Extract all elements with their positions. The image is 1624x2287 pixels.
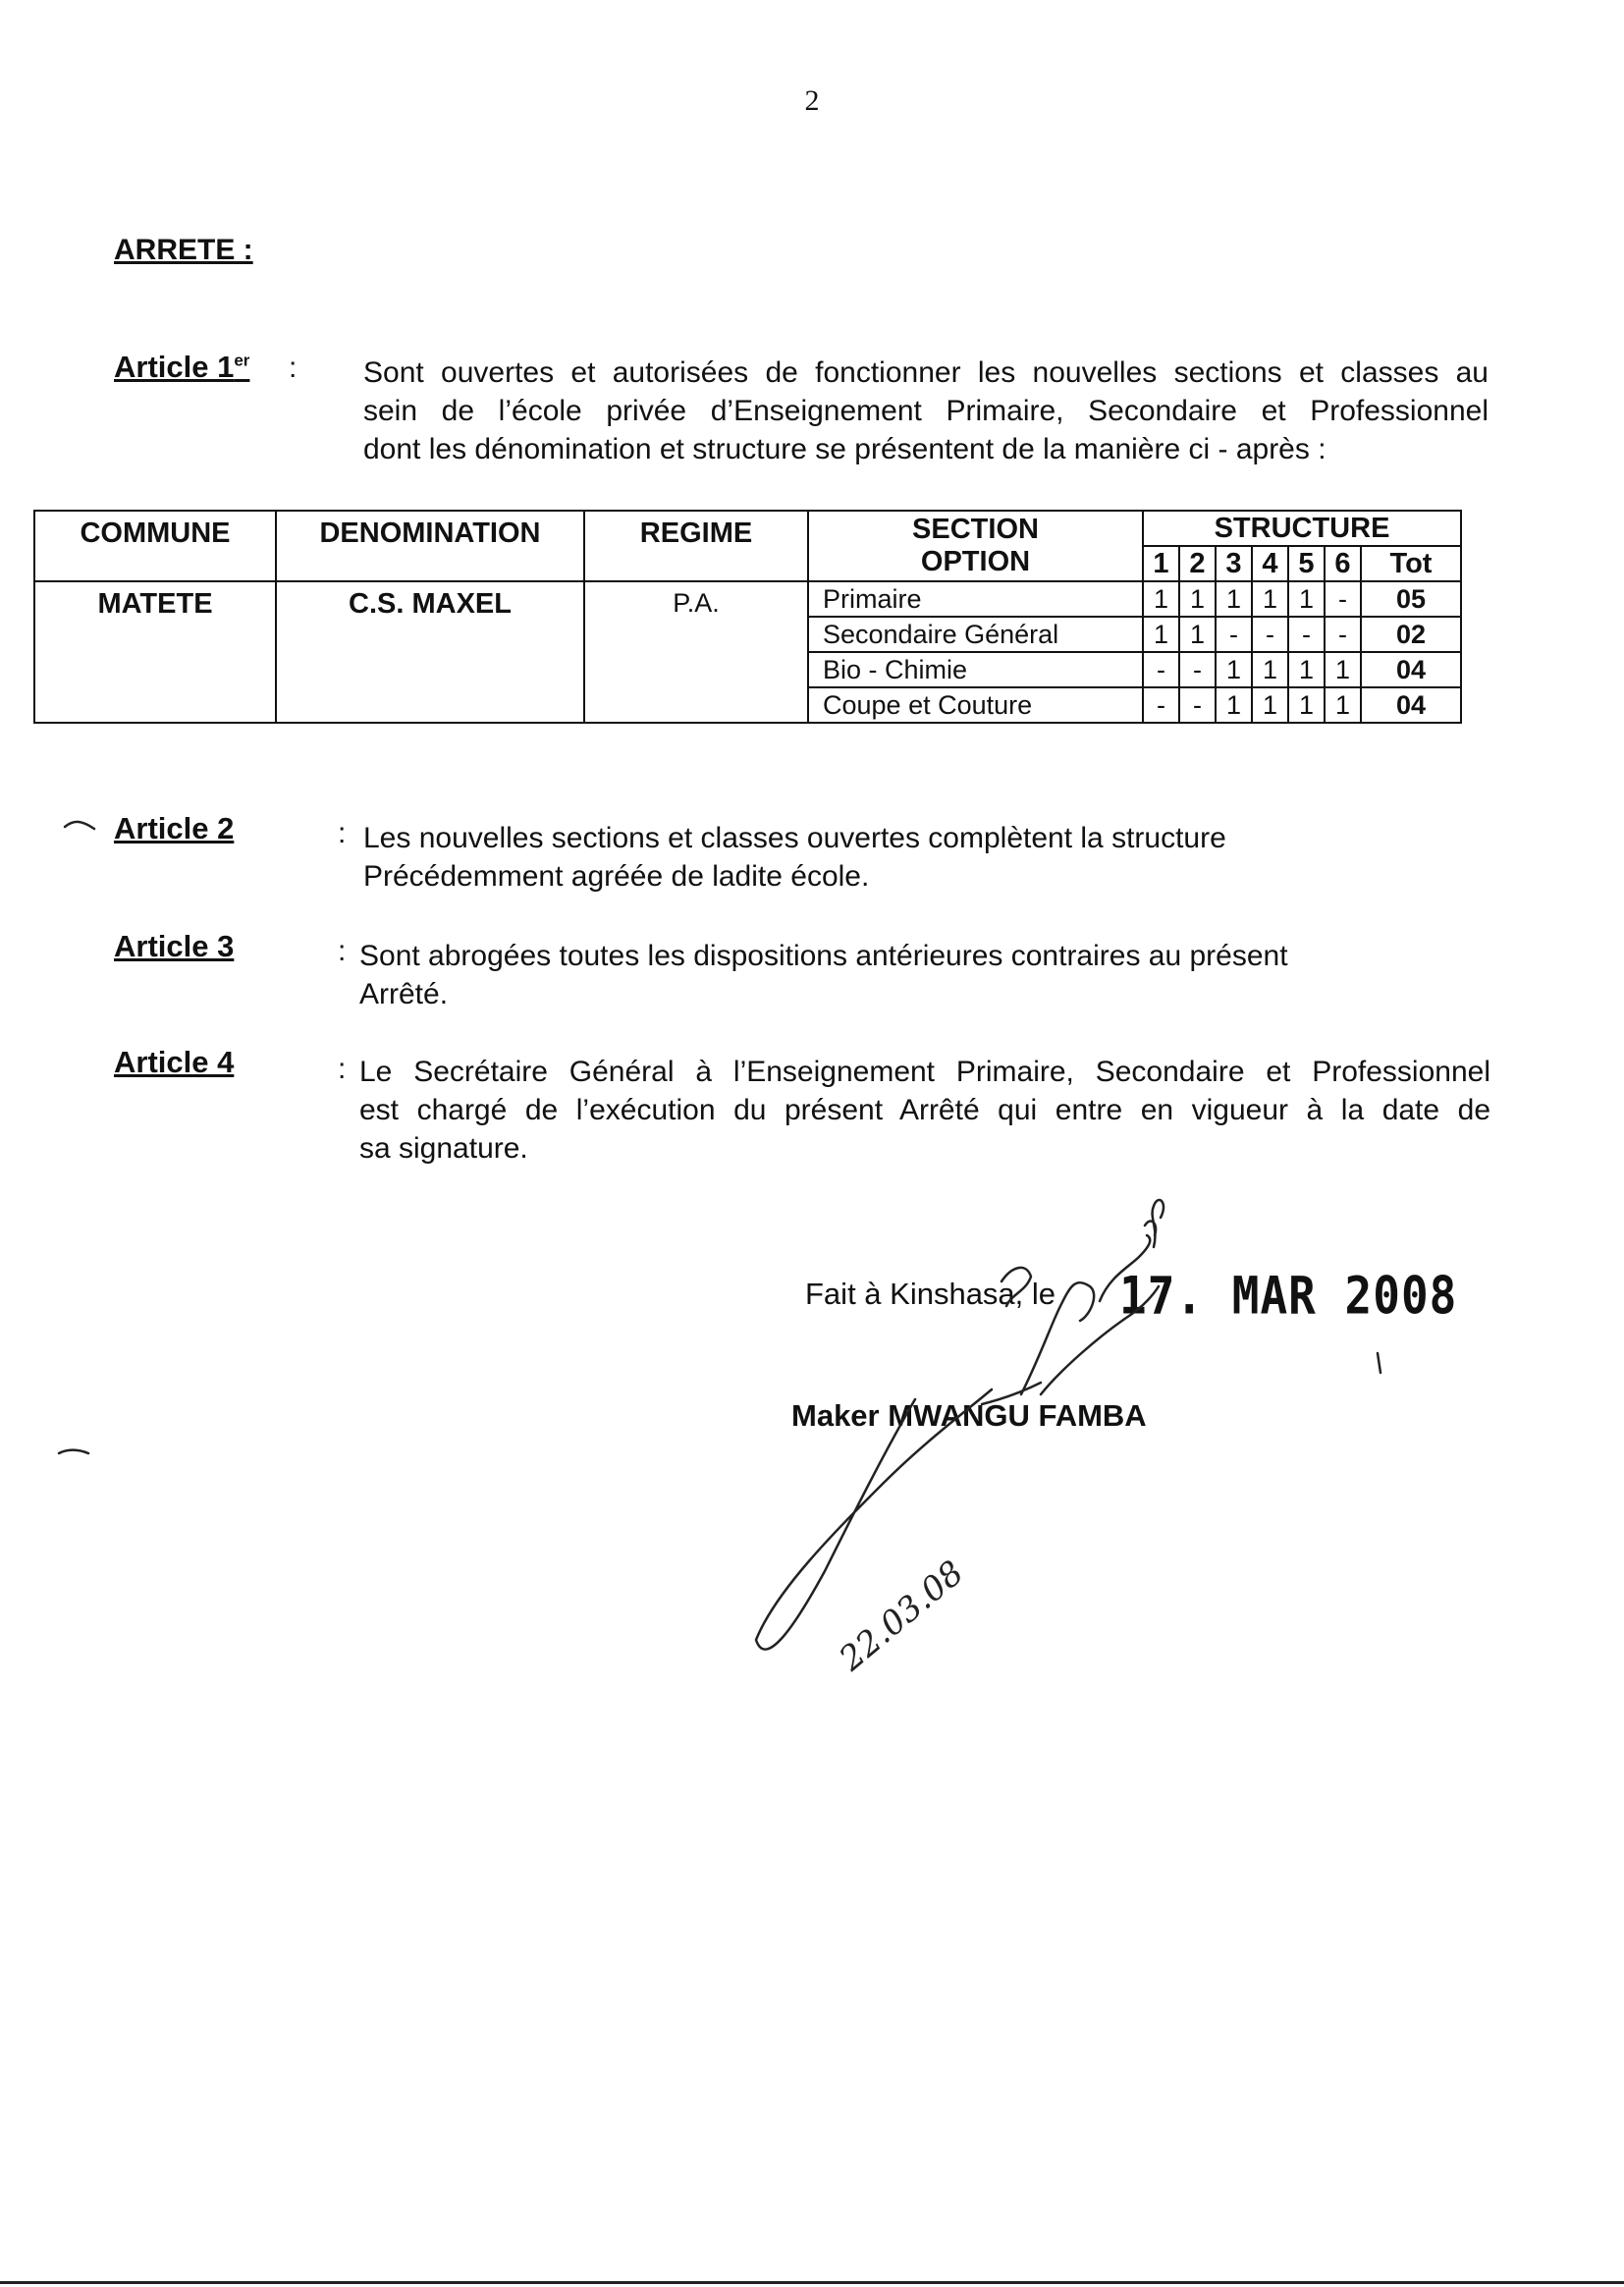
article-4-label: Article 4 — [114, 1045, 235, 1079]
year-cell: - — [1143, 687, 1179, 723]
article-1-line: Sont ouvertes et autorisées de fonctionner les nouvelles sections et classes au — [363, 356, 1489, 389]
year-cell: 1 — [1325, 652, 1361, 687]
header-total: Tot — [1361, 546, 1461, 581]
year-cell: 1 — [1179, 617, 1216, 652]
article-1-label — [114, 350, 249, 385]
header-year-6: 6 — [1325, 546, 1361, 581]
year-cell: 1 — [1179, 581, 1216, 617]
arrete-heading: ARRETE : — [114, 234, 253, 266]
year-cell: 1 — [1143, 581, 1179, 617]
article-3-colon: : — [338, 935, 347, 967]
article-3-line: Sont abrogées toutes les dispositions antérieures contraires au présent — [359, 940, 1288, 972]
article-2-line: Les nouvelles sections et classes ouvertes complètent la structure — [363, 822, 1226, 854]
article-2-label: Article 2 — [114, 811, 235, 845]
year-cell: - — [1143, 652, 1179, 687]
article-1-superscript: er — [234, 351, 250, 370]
header-regime: REGIME — [584, 511, 808, 581]
table-header-row — [34, 511, 1461, 546]
article-1-line: sein de l’école privée d’Enseignement Primaire, Secondaire et Professionnel — [363, 395, 1489, 427]
section-cell: Primaire — [808, 581, 1143, 617]
signature-stroke — [1153, 1200, 1164, 1247]
header-year-4: 4 — [1252, 546, 1288, 581]
section-cell: Bio - Chimie — [808, 652, 1143, 687]
year-cell: - — [1325, 617, 1361, 652]
place-date-line: Fait à Kinshasa, le — [805, 1277, 1056, 1311]
header-section-option — [808, 511, 1143, 581]
total-cell: 02 — [1361, 617, 1461, 652]
article-4-line: est chargé de l’exécution du présent Arrêté qui entre en vigueur à la date de — [359, 1094, 1490, 1126]
year-cell: 1 — [1288, 652, 1325, 687]
year-cell: 1 — [1216, 687, 1252, 723]
article-2-text — [363, 819, 1492, 896]
year-cell: 1 — [1216, 652, 1252, 687]
year-cell: 1 — [1252, 581, 1288, 617]
date-stamp: 17. MAR 2008 — [1119, 1264, 1458, 1327]
year-cell: - — [1288, 617, 1325, 652]
article-3-line: Arrêté. — [359, 978, 449, 1010]
year-cell: 1 — [1325, 687, 1361, 723]
article-4-line: Le Secrétaire Général à l’Enseignement Primaire, Secondaire et Professionnel — [359, 1056, 1490, 1088]
year-cell: 1 — [1252, 652, 1288, 687]
header-section: SECTION — [912, 514, 1039, 545]
year-cell: 1 — [1143, 617, 1179, 652]
header-year-2: 2 — [1179, 546, 1216, 581]
handwritten-date: 22.03.08 — [832, 1552, 972, 1679]
year-cell: 1 — [1216, 581, 1252, 617]
ink-mark — [59, 1450, 88, 1453]
regime-cell: P.A. — [584, 581, 808, 723]
ink-mark — [65, 822, 94, 829]
signatory-name: Maker MWANGU FAMBA — [791, 1398, 1147, 1433]
article-1-label-text: Article 1 — [114, 350, 235, 384]
total-cell: 04 — [1361, 687, 1461, 723]
structure-table-wrapper — [33, 510, 1462, 724]
article-2-line: Précédemment agréée de ladite école. — [363, 860, 870, 893]
article-2-colon: : — [338, 817, 347, 849]
article-1-text — [363, 354, 1489, 468]
header-structure: STRUCTURE — [1143, 511, 1461, 546]
section-cell: Secondaire Général — [808, 617, 1143, 652]
header-option: OPTION — [920, 546, 1031, 577]
article-4-colon: : — [338, 1053, 347, 1085]
year-cell: - — [1216, 617, 1252, 652]
header-denomination: DENOMINATION — [276, 511, 584, 581]
denomination-cell: C.S. MAXEL — [276, 581, 584, 723]
year-cell: - — [1179, 687, 1216, 723]
page-number: 2 — [804, 84, 820, 117]
table-row — [34, 581, 1461, 617]
year-cell: - — [1179, 652, 1216, 687]
page-bottom-edge — [0, 2281, 1624, 2284]
year-cell: 1 — [1252, 687, 1288, 723]
signature-stroke — [1145, 1221, 1156, 1235]
article-1-colon: : — [289, 352, 298, 384]
total-cell: 04 — [1361, 652, 1461, 687]
section-cell: Coupe et Couture — [808, 687, 1143, 723]
article-3-text — [359, 937, 1489, 1013]
year-cell: 1 — [1288, 581, 1325, 617]
total-cell: 05 — [1361, 581, 1461, 617]
header-year-5: 5 — [1288, 546, 1325, 581]
structure-table — [33, 510, 1462, 724]
year-cell: - — [1325, 581, 1361, 617]
year-cell: 1 — [1288, 687, 1325, 723]
article-3-label: Article 3 — [114, 929, 235, 963]
header-year-3: 3 — [1216, 546, 1252, 581]
article-4-line: sa signature. — [359, 1132, 528, 1165]
header-year-1: 1 — [1143, 546, 1179, 581]
year-cell: - — [1252, 617, 1288, 652]
header-commune: COMMUNE — [34, 511, 276, 581]
commune-cell: MATETE — [34, 581, 276, 723]
article-1-line: dont les dénomination et structure se présentent de la manière ci - après : — [363, 433, 1326, 465]
ink-mark — [1378, 1353, 1380, 1373]
article-4-text — [359, 1053, 1490, 1168]
